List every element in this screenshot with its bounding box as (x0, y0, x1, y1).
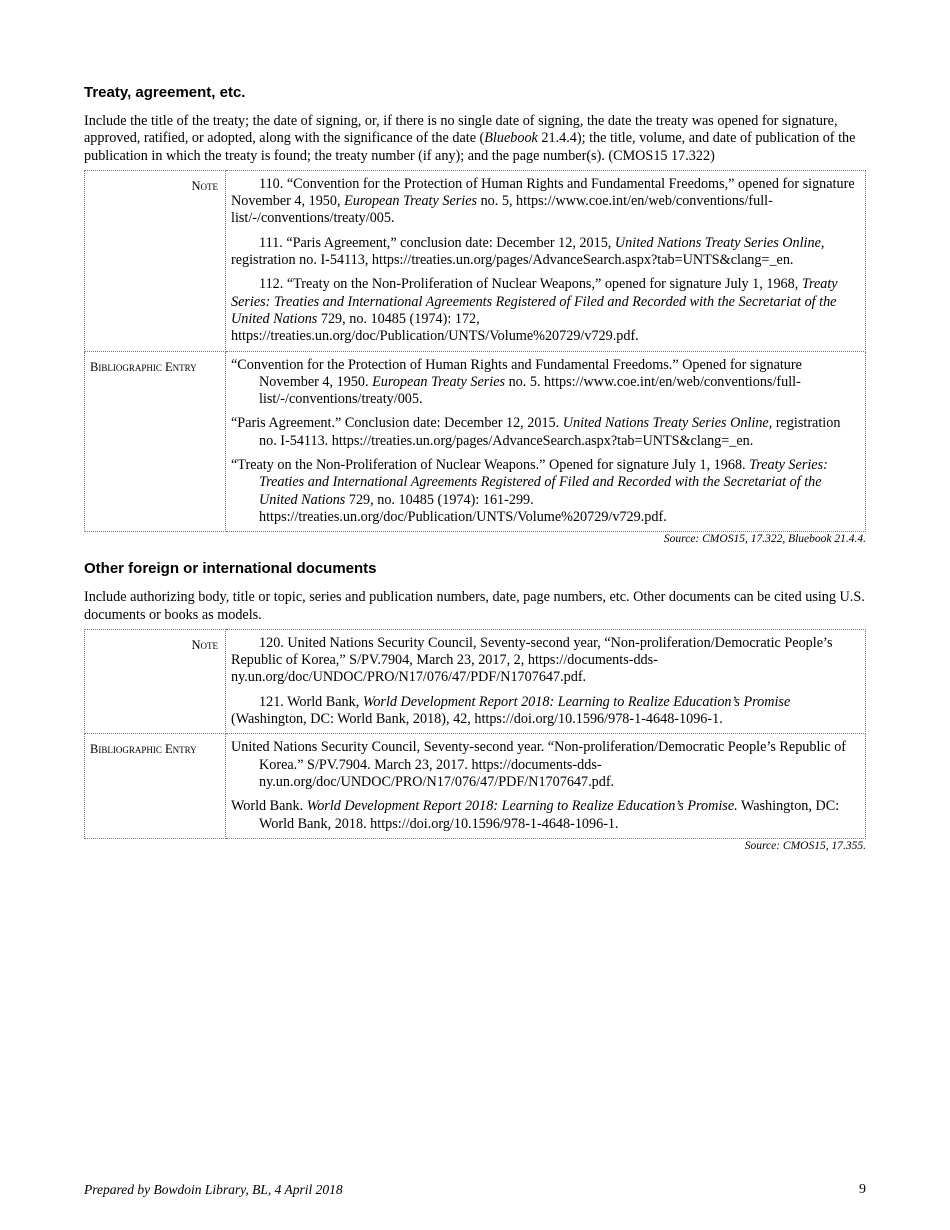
note-label: Note (85, 170, 226, 351)
prepared-by-text: Prepared by Bowdoin Library, BL, 4 April 2018 (84, 1182, 343, 1197)
section-heading-foreign-documents: Other foreign or international documents (84, 560, 377, 578)
note-cell (226, 629, 866, 733)
page-footer (84, 1181, 866, 1198)
foreign-documents-examples-table (84, 629, 866, 839)
document-page (84, 84, 866, 854)
note-entry: 110. “Convention for the Protection of Human Rights and Fundamental Freedoms,” opened for signature November 4, 1950, European Treaty Series no. 5, https://www.coe.int/en/web/conventions/full-list/-/conventions/treaty/005. (231, 175, 855, 227)
bibliographic-entry: World Bank. World Development Report 2018: Learning to Realize Education’s Promise. Washington, DC: World Bank, 2018. https://doi.org/10.1596/978-1-4648-1096-1. (231, 798, 840, 832)
note-entry: 111. “Paris Agreement,” conclusion date: December 12, 2015, United Nations Treaty Series Online, registration no. I-54113, https://treaties.un.org/pages/AdvanceSearch.aspx?tab=UNTS&clang=_en. (231, 234, 825, 269)
note-label: Note (85, 629, 226, 733)
bibliographic-row (85, 351, 866, 532)
bibliographic-cell (226, 734, 866, 838)
section-intro-foreign-documents: Include authorizing body, title or topic, series and publication numbers, date, page numbers, etc. Other documents can be cited using U.S. documents or books as models. (84, 589, 865, 623)
section-intro-treaty: Include the title of the treaty; the date of signing, or, if there is no single date of signing, the date the treaty was opened for signature, approved, ratified, or adopted, along with the significance of the date (Bluebook 21.4.4); the title, volume, and date of publication of the publication in which the treaty is found; the treaty number (if any); and the page number(s). (CMOS15 17.322) (84, 113, 856, 164)
bibliographic-entry: United Nations Security Council, Seventy-second year. “Non-proliferation/Democratic People’s Republic of Korea.” S/PV.7904. March 23, 2017. https://documents-dds-ny.un.org/doc/UNDOC/PRO/N17/076/47/PDF/N1707647.pdf. (231, 739, 847, 790)
bibliographic-entry-label: Bibliographic Entry (85, 351, 226, 532)
section-heading-treaty: Treaty, agreement, etc. (84, 84, 246, 101)
bibliographic-entry: “Treaty on the Non-Proliferation of Nuclear Weapons.” Opened for signature July 1, 1968. Treaty Series: Treaties and International Agreements Registered of Filed and Recorded with the Secretariat of the United Nations 729, no. 10485 (1974): 161-299. https://treaties.un.org/doc/Publication/UNTS/Volume%20729/v729.pdf. (231, 457, 828, 525)
bibliographic-entry-label: Bibliographic Entry (85, 734, 226, 838)
bibliographic-entry: “Paris Agreement.” Conclusion date: December 12, 2015. United Nations Treaty Series Online, registration no. I-54113. https://treaties.un.org/pages/AdvanceSearch.aspx?tab=UNTS&clang=_en. (231, 415, 841, 449)
bibliographic-row (85, 734, 866, 838)
page-number: 9 (859, 1182, 866, 1197)
bibliographic-entry: “Convention for the Protection of Human Rights and Fundamental Freedoms.” Opened for signature November 4, 1950. European Treaty Series no. 5. https://www.coe.int/en/web/conventions/full-list/-/conventions/treaty/005. (231, 356, 802, 408)
note-entry: 112. “Treaty on the Non-Proliferation of Nuclear Weapons,” opened for signature July 1, 1968, Treaty Series: Treaties and International Agreements Registered of Filed and Recorded with the Secretariat of the United Nations 729, no. 10485 (1974): 172, https://treaties.un.org/doc/Publication/UNTS/Volume%20729/v729.pdf. (231, 276, 838, 345)
treaty-examples-table (84, 170, 866, 532)
section-foreign-documents (84, 560, 866, 854)
note-entry: 121. World Bank, World Development Report 2018: Learning to Realize Education’s Promise (Washington, DC: World Bank, 2018), 42, https://doi.org/10.1596/978-1-4648-1096-1. (231, 693, 791, 728)
note-row (85, 170, 866, 351)
note-entry: 120. United Nations Security Council, Seventy-second year, “Non-proliferation/Democratic People’s Republic of Korea,” S/PV.7904, March 23, 2017, 2, https://documents-dds-ny.un.org/doc/UNDOC/PRO/N17/076/47/PDF/N1707647.pdf. (231, 634, 833, 686)
bibliographic-cell (226, 351, 866, 532)
source-citation-treaty: Source: CMOS15, 17.322, Bluebook 21.4.4. (663, 533, 866, 546)
source-citation-foreign-documents: Source: CMOS15, 17.355. (744, 839, 866, 852)
note-cell (226, 170, 866, 351)
note-row (85, 629, 866, 733)
